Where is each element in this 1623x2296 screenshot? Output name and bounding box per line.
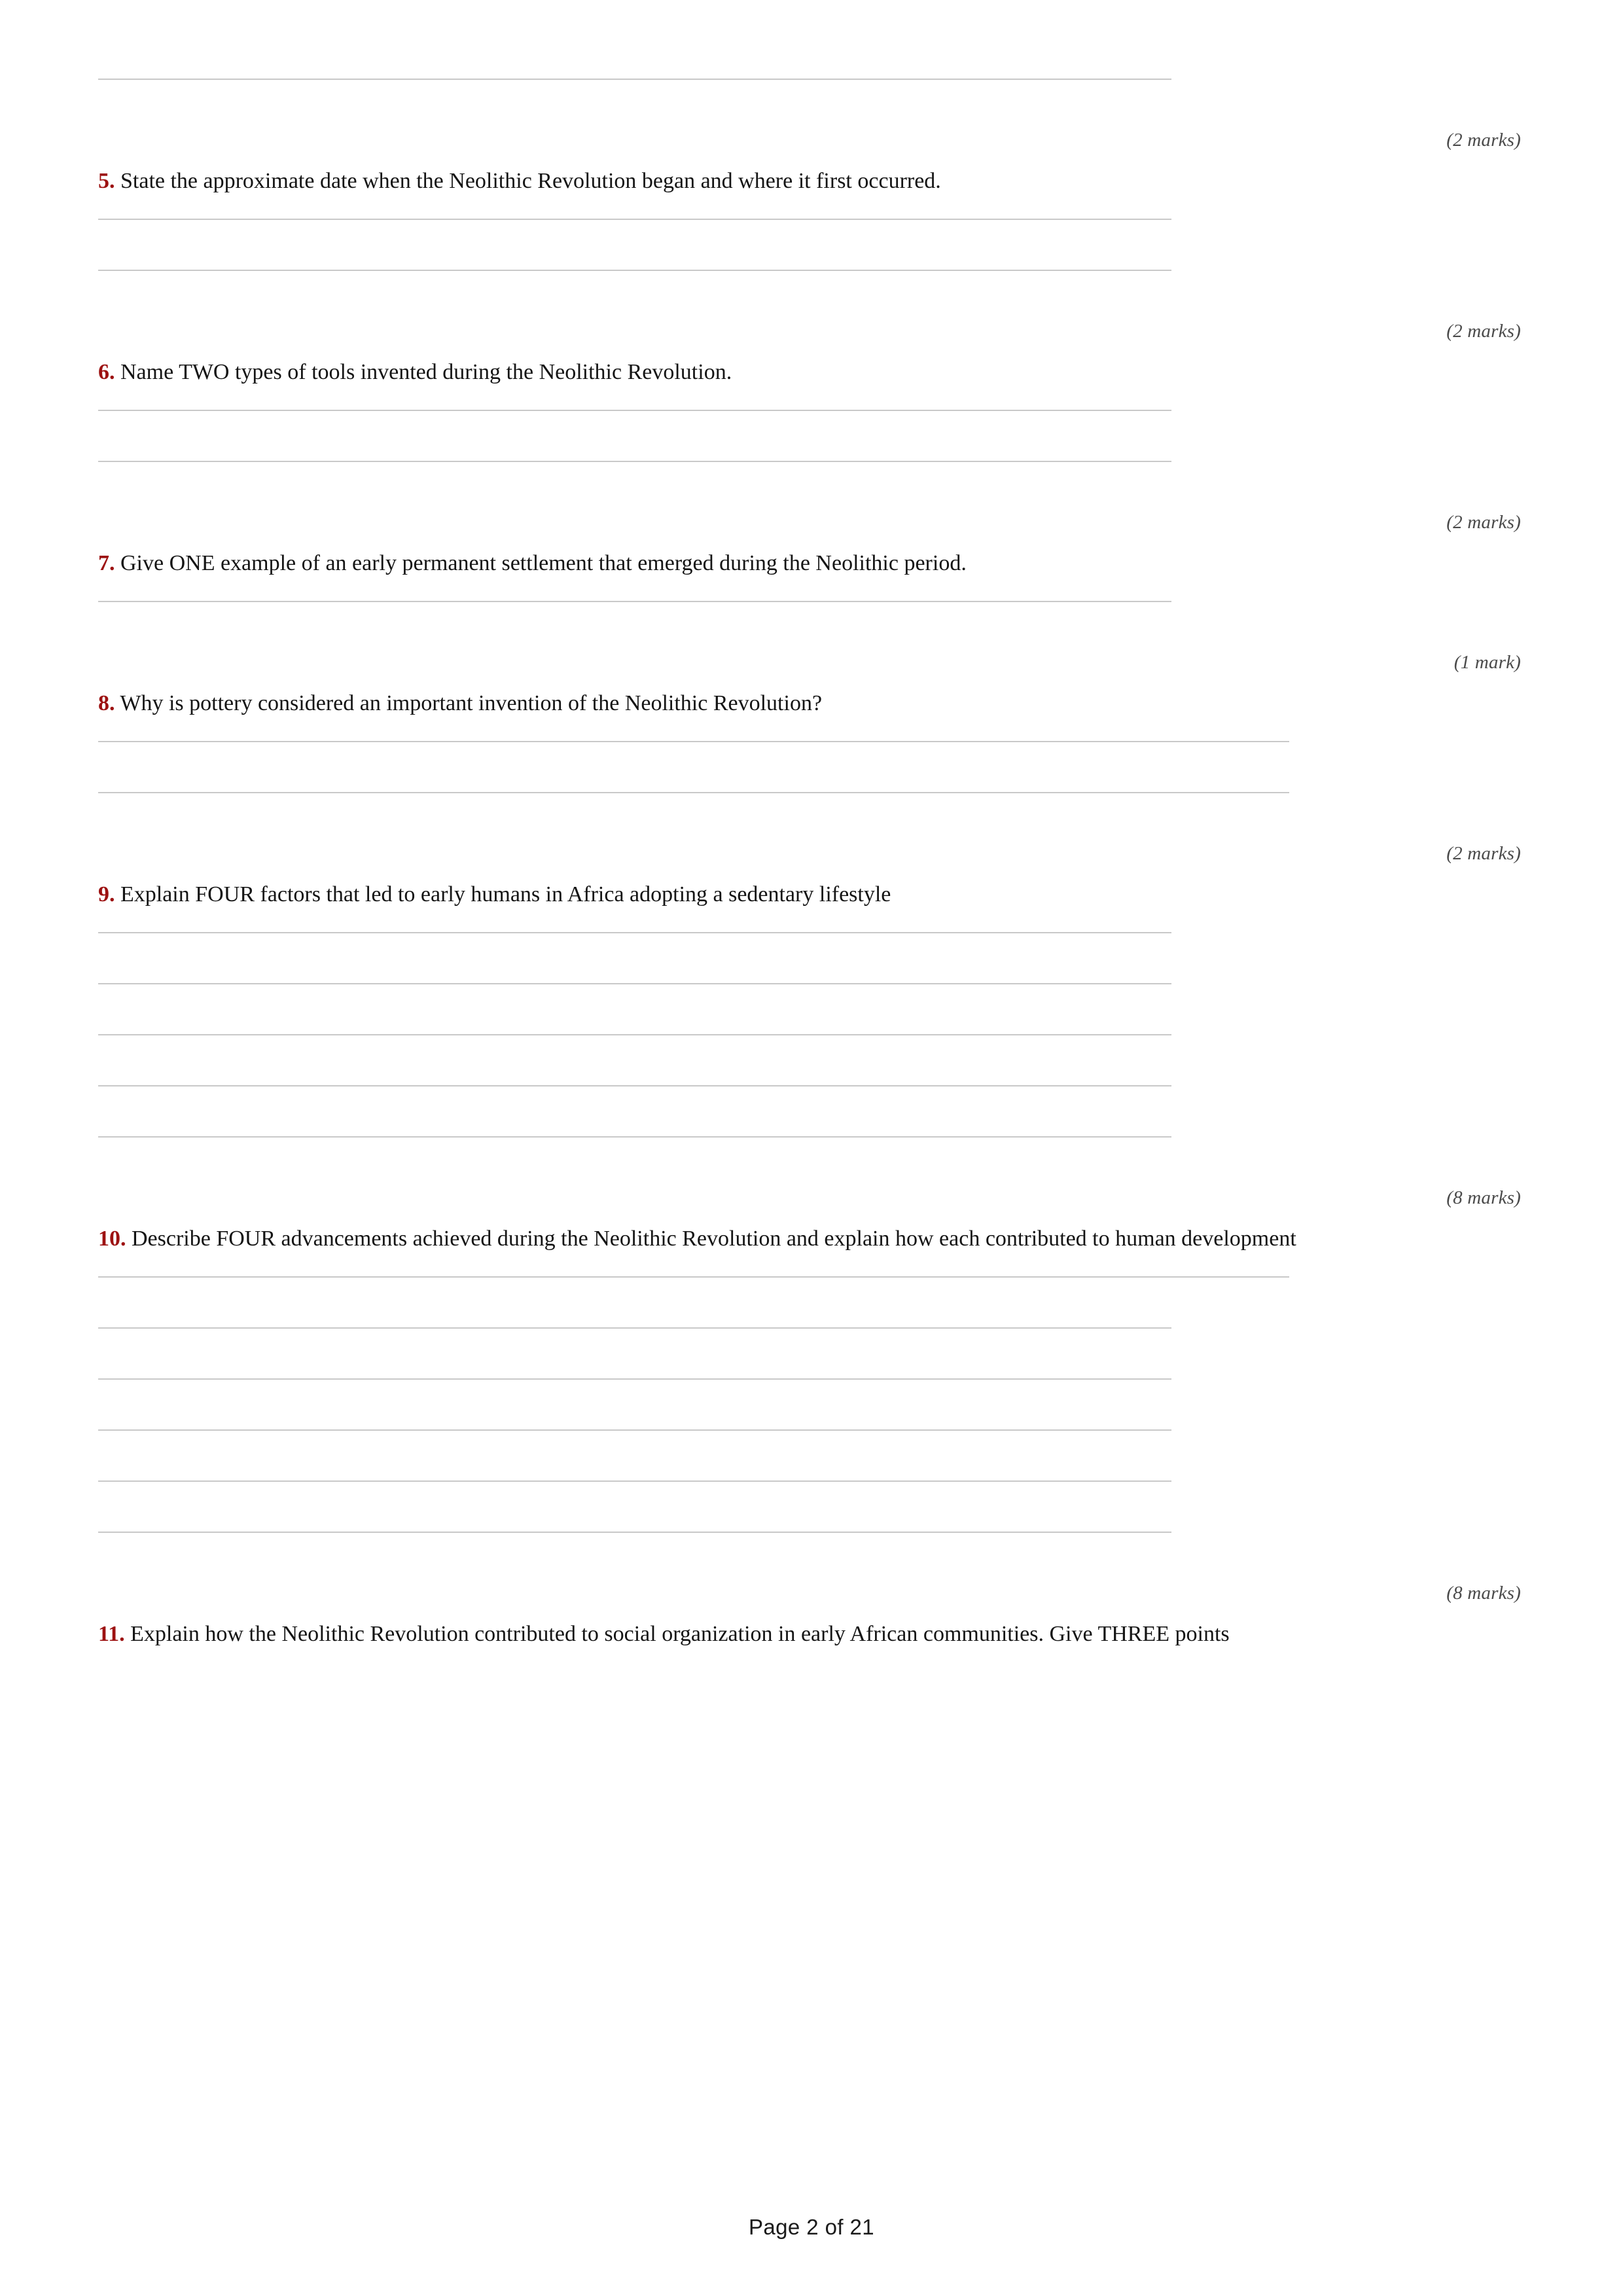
question-text: Give ONE example of an early permanent settlement that emerged during the Neolithic period. bbox=[120, 551, 967, 576]
answer-line[interactable] bbox=[98, 1034, 1171, 1035]
answer-line[interactable] bbox=[98, 1429, 1171, 1431]
answer-line[interactable] bbox=[98, 1532, 1171, 1533]
question-item bbox=[98, 545, 1525, 581]
marks-allocation: (2 marks) bbox=[1446, 321, 1521, 342]
answer-lines[interactable] bbox=[98, 79, 1525, 80]
question-number: 8. bbox=[98, 691, 115, 716]
question-item bbox=[98, 1616, 1525, 1652]
answer-line[interactable] bbox=[98, 1276, 1289, 1278]
answer-line[interactable] bbox=[98, 1136, 1171, 1138]
answer-lines[interactable] bbox=[98, 219, 1525, 271]
answer-line[interactable] bbox=[98, 79, 1171, 80]
answer-line[interactable] bbox=[98, 983, 1171, 984]
page-footer: Page 2 of 21 bbox=[749, 2215, 874, 2239]
question-number: 6. bbox=[98, 360, 115, 385]
marks-allocation: (1 mark) bbox=[1454, 652, 1521, 673]
answer-line[interactable] bbox=[98, 1378, 1171, 1380]
answer-lines[interactable] bbox=[98, 932, 1525, 1138]
answer-line[interactable] bbox=[98, 219, 1171, 220]
question-text: Name TWO types of tools invented during the Neolithic Revolution. bbox=[120, 360, 732, 385]
question-number: 9. bbox=[98, 882, 115, 907]
question-text: Explain how the Neolithic Revolution contributed to social organization in early African communities. Give THREE points bbox=[130, 1622, 1230, 1647]
question-number: 5. bbox=[98, 169, 115, 193]
marks-allocation: (8 marks) bbox=[1446, 1583, 1521, 1604]
answer-line[interactable] bbox=[98, 270, 1171, 271]
question-item bbox=[98, 1221, 1525, 1257]
answer-line[interactable] bbox=[98, 461, 1171, 462]
answer-line[interactable] bbox=[98, 1327, 1171, 1329]
marks-allocation: (8 marks) bbox=[1446, 1187, 1521, 1209]
question-text: Describe FOUR advancements achieved during the Neolithic Revolution and explain how each contributed to human development bbox=[132, 1227, 1296, 1251]
question-text: Why is pottery considered an important invention of the Neolithic Revolution? bbox=[120, 691, 823, 716]
document-body bbox=[98, 79, 1525, 1653]
answer-lines[interactable] bbox=[98, 410, 1525, 462]
answer-line[interactable] bbox=[98, 1480, 1171, 1482]
answer-line[interactable] bbox=[98, 792, 1289, 793]
question-text: State the approximate date when the Neolithic Revolution began and where it first occurred. bbox=[120, 169, 941, 193]
question-item bbox=[98, 163, 1525, 199]
question-item bbox=[98, 876, 1525, 912]
answer-lines[interactable] bbox=[98, 741, 1525, 793]
marks-allocation: (2 marks) bbox=[1446, 512, 1521, 533]
question-item bbox=[98, 685, 1525, 721]
marks-allocation: (2 marks) bbox=[1446, 130, 1521, 151]
answer-line[interactable] bbox=[98, 410, 1171, 411]
question-number: 10. bbox=[98, 1227, 126, 1251]
marks-allocation: (2 marks) bbox=[1446, 843, 1521, 865]
question-item bbox=[98, 354, 1525, 390]
answer-line[interactable] bbox=[98, 932, 1171, 933]
answer-line[interactable] bbox=[98, 741, 1289, 742]
answer-lines[interactable] bbox=[98, 601, 1525, 602]
answer-line[interactable] bbox=[98, 1085, 1171, 1086]
answer-line[interactable] bbox=[98, 601, 1171, 602]
answer-lines[interactable] bbox=[98, 1276, 1525, 1533]
question-number: 11. bbox=[98, 1622, 125, 1647]
question-text: Explain FOUR factors that led to early humans in Africa adopting a sedentary lifestyle bbox=[120, 882, 891, 907]
question-number: 7. bbox=[98, 551, 115, 576]
